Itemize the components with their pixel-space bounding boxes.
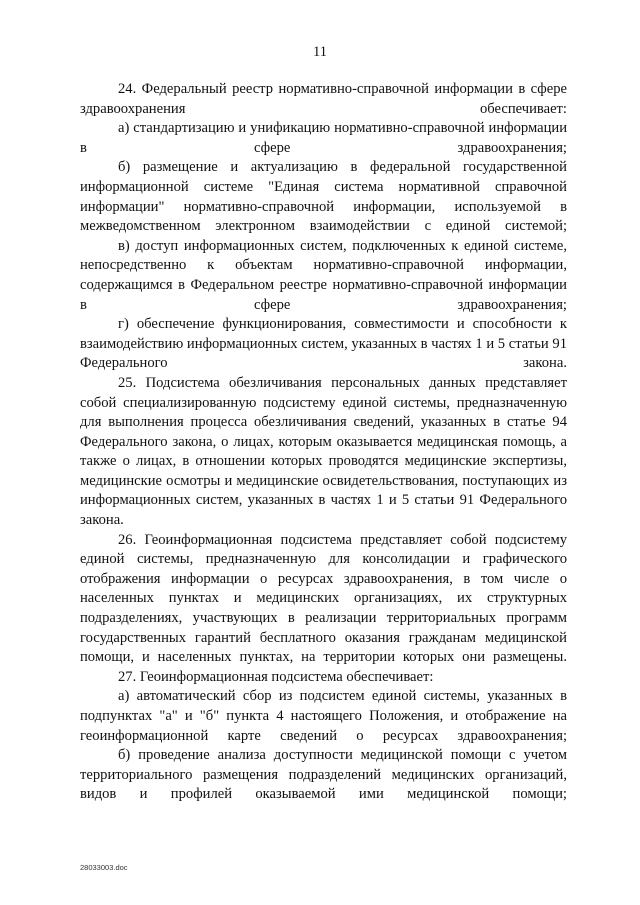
paragraph-24-v: в) доступ информационных систем, подключенных к единой системе, непосредственно к объектам нормативно-справочной информации, содержащимся в Федеральном реестре нормативно-справочной информации в сфере здравоохранения; [80,237,567,313]
paragraph-24-g: г) обеспечение функционирования, совместимости и способности к взаимодействию информационных систем, указанных в частях 1 и 5 статьи 91 Федерального закона. [80,316,567,372]
page-number: 11 [313,44,327,60]
paragraph-26: 26. Геоинформационная подсистема представляет собой подсистему единой системы, предназначенную для консолидации и графического отображения информации о ресурсах здравоохранения, в том числе о населенных пунктах и медицинских организациях, их структурных подразделениях, участвующих в реализации территориальных программ государственных гарантий бесплатного оказания гражданам медицинской помощи, и населенных пунктах, на территории которых они размещены. [80,531,567,666]
document-filename: 28033003.doc [80,863,128,872]
paragraph-25: 25. Подсистема обезличивания персональных данных представляет собой специализированную подсистему единой системы, предназначенную для выполнения процесса обезличивания сведений, указанных в статье 94 Федерального закона, о лицах, которым оказывается медицинская помощь, а также о лицах, в отношении которых проводятся медицинские экспертизы, медицинские осмотры и медицинские освидетельствования, поступающих из информационных систем, указанных в частях 1 и 5 статьи 91 Федерального закона. [80,374,567,529]
paragraph-27-b: б) проведение анализа доступности медицинской помощи с учетом территориального размещения подразделений медицинских организаций, видов и профилей оказываемой ими медицинской помощи; [80,747,567,803]
paragraph-27-a: а) автоматический сбор из подсистем единой системы, указанных в подпунктах "а" и "б" пункта 4 настоящего Положения, и отображение на геоинформационной карте сведений о ресурсах здравоохранения; [80,688,567,744]
paragraph-24: 24. Федеральный реестр нормативно-справочной информации в сфере здравоохранения обеспечивает: [80,81,567,117]
document-body [80,80,567,805]
paragraph-24-b: б) размещение и актуализацию в федеральной государственной информационной системе "Единая система нормативной справочной информации" нормативно-справочной информации, используемой в межведомственном электронном взаимодействии с единой системой; [80,159,567,235]
paragraph-27: 27. Геоинформационная подсистема обеспечивает: [118,668,434,685]
paragraph-24-a: а) стандартизацию и унификацию нормативно-справочной информации в сфере здравоохранения; [80,120,567,156]
